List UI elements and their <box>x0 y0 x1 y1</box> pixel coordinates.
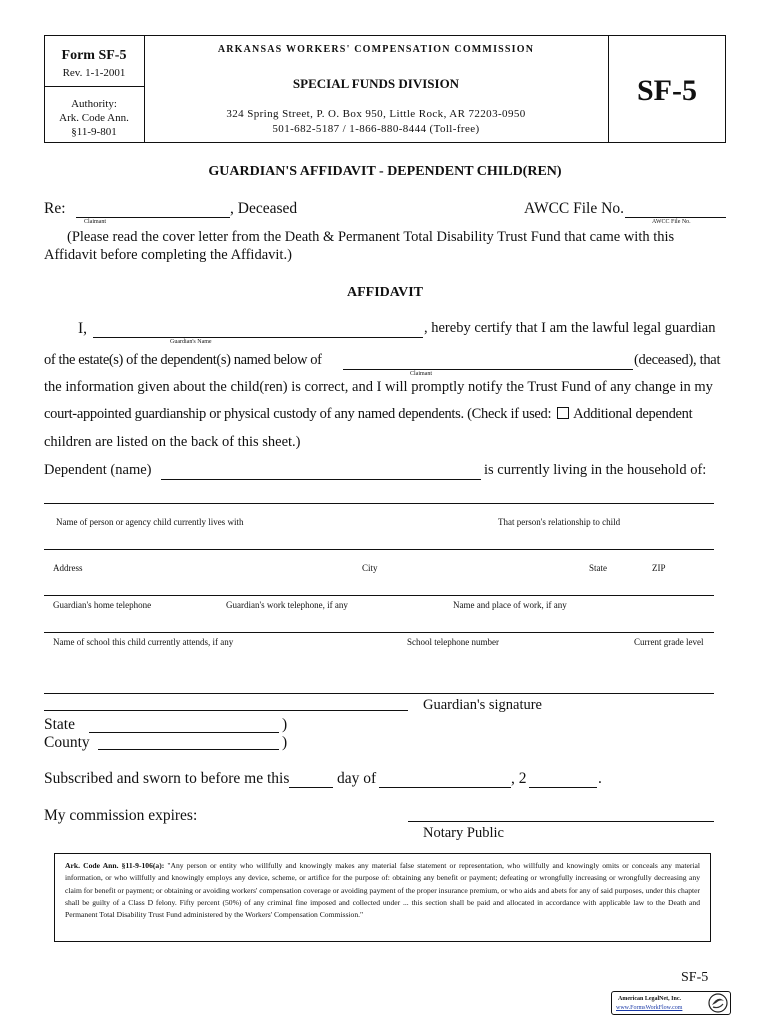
awcc-file-caption: AWCC File No. <box>652 219 691 225</box>
form-title: GUARDIAN'S AFFIDAVIT - DEPENDENT CHILD(REN) <box>208 164 562 179</box>
statute-text: "Any person or entity who willfully and knowingly makes any material false statement or representation, who willfully and knowingly omits or conceals any material information, or who willfully and knowingly employs any device, scheme, or artifice for the purpose of: obtaining any benefit or payment; defeating or wrongfully increasing or wrongfully decreasing any claim for benefit or payment; or obtaining or avoiding workers' compensation coverage or avoiding payment of the proper insurance premium, or who aids and abets for any of said purposes, under this chapter shall be guilty of a Class D felony. Fifty percent (50%) of any criminal fine imposed and collected under ... this section shall be paid and allocated in accordance with applicable law to the Death and Permanent Total Disability Trust Fund administered by the Workers' Compensation Commission." <box>65 861 700 920</box>
deceased-label: , Deceased <box>230 200 298 217</box>
publisher-website[interactable]: www.FormsWorkFlow.com <box>616 1005 683 1011</box>
additional-dependent-checkbox[interactable] <box>557 407 569 419</box>
affidavit-line-4-text: court-appointed guardianship or physical custody of any named dependents. (Check if used: <box>44 406 552 422</box>
state-label: State <box>44 716 75 733</box>
notary-signature-line[interactable] <box>408 821 714 822</box>
instructions-line-1: (Please read the cover letter from the Death & Permanent Total Disability Trust Fund that came with this <box>67 229 675 245</box>
guardian-signature-line[interactable] <box>44 710 408 711</box>
affidavit-heading: AFFIDAVIT <box>347 285 423 300</box>
county-paren: ) <box>282 734 288 751</box>
state-paren: ) <box>282 716 288 733</box>
zip-caption: ZIP <box>652 563 666 573</box>
notary-public-label: Notary Public <box>423 825 504 841</box>
school-tel-caption: School telephone number <box>407 637 499 647</box>
sworn-text: Subscribed and sworn to before me this <box>44 770 290 787</box>
affidavit-line-4 <box>44 406 692 423</box>
additional-dependent-label: Additional dependent <box>573 406 693 422</box>
state-underline[interactable] <box>89 732 279 733</box>
state-caption: State <box>589 563 607 573</box>
statute-citation: Ark. Code Ann. §11-9-106(a): <box>65 861 165 870</box>
sworn-year-prefix: , 2 <box>511 770 527 787</box>
household-text: is currently living in the household of: <box>484 462 707 478</box>
sworn-day-underline[interactable] <box>289 787 333 788</box>
relationship-caption: That person's relationship to child <box>498 517 621 527</box>
authority-line-3: §11-9-801 <box>71 126 117 138</box>
agency-phone: 501-682-5187 / 1-866-880-8444 (Toll-free) <box>272 123 480 135</box>
authority-line-2: Ark. Code Ann. <box>59 112 129 124</box>
dependent-name-underline[interactable] <box>161 479 481 480</box>
blank-line[interactable] <box>44 693 714 694</box>
agency-name: ARKANSAS WORKERS' COMPENSATION COMMISSION <box>217 44 535 55</box>
school-caption: Name of school this child currently attends, if any <box>53 637 234 647</box>
awcc-file-label: AWCC File No. <box>524 200 624 217</box>
guardian-signature-label: Guardian's signature <box>423 697 542 713</box>
form-code-large: SF-5 <box>637 74 697 107</box>
city-caption: City <box>362 563 378 573</box>
commission-expires-label: My commission expires: <box>44 807 198 824</box>
home-tel-caption: Guardian's home telephone <box>53 600 152 610</box>
statute-box <box>54 853 711 942</box>
publisher-badge <box>611 991 731 1015</box>
re-label: Re: <box>44 200 66 217</box>
claimant-caption-2: Claimant <box>410 371 432 377</box>
estate-text: of the estate(s) of the dependent(s) named below of <box>44 352 322 368</box>
header-divider-h <box>44 86 144 87</box>
form-name: Form SF-5 <box>61 48 127 63</box>
work-place-caption: Name and place of work, if any <box>453 600 567 610</box>
authority-line-1: Authority: <box>71 98 117 110</box>
grade-caption: Current grade level <box>634 637 704 647</box>
deceased-that-text: (deceased), that <box>634 352 721 368</box>
county-underline[interactable] <box>98 749 279 750</box>
publisher-name: American LegalNet, Inc. <box>618 996 681 1002</box>
publisher-logo-icon <box>708 993 728 1013</box>
guardian-name-underline[interactable] <box>93 337 423 338</box>
person-agency-caption: Name of person or agency child currently lives with <box>56 517 244 527</box>
county-label: County <box>44 734 90 751</box>
work-tel-caption: Guardian's work telephone, if any <box>226 600 348 610</box>
form-rev: Rev. 1-1-2001 <box>62 67 126 79</box>
sworn-day-of: day of <box>337 770 377 787</box>
affidavit-line-5: children are listed on the back of this sheet.) <box>44 434 301 450</box>
sworn-month-underline[interactable] <box>379 787 511 788</box>
telephone-line[interactable] <box>44 595 714 596</box>
address-line[interactable] <box>44 549 714 550</box>
sworn-year-underline[interactable] <box>529 787 597 788</box>
i-label: I, <box>78 320 88 337</box>
authority-block <box>44 97 144 139</box>
affidavit-line-3: the information given about the child(ren) is correct, and I will promptly notify the Trust Fund of any change in my <box>44 379 713 395</box>
dependent-label: Dependent (name) <box>44 462 152 478</box>
school-line[interactable] <box>44 632 714 633</box>
guardian-name-caption: Guardian's Name <box>170 339 212 345</box>
footer-form-code: SF-5 <box>681 970 709 985</box>
awcc-file-underline[interactable] <box>625 217 726 218</box>
address-caption: Address <box>53 563 83 573</box>
claimant-underline[interactable] <box>76 217 230 218</box>
sworn-period: . <box>598 770 602 787</box>
certify-text: , hereby certify that I am the lawful legal guardian <box>424 320 716 336</box>
claimant-deceased-underline[interactable] <box>343 369 633 370</box>
division-name: SPECIAL FUNDS DIVISION <box>292 76 460 91</box>
claimant-caption: Claimant <box>84 219 106 225</box>
instructions-line-2: Affidavit before completing the Affidavit.) <box>44 247 292 263</box>
agency-address: 324 Spring Street, P. O. Box 950, Little Rock, AR 72203-0950 <box>226 108 526 120</box>
person-agency-line[interactable] <box>44 503 714 504</box>
